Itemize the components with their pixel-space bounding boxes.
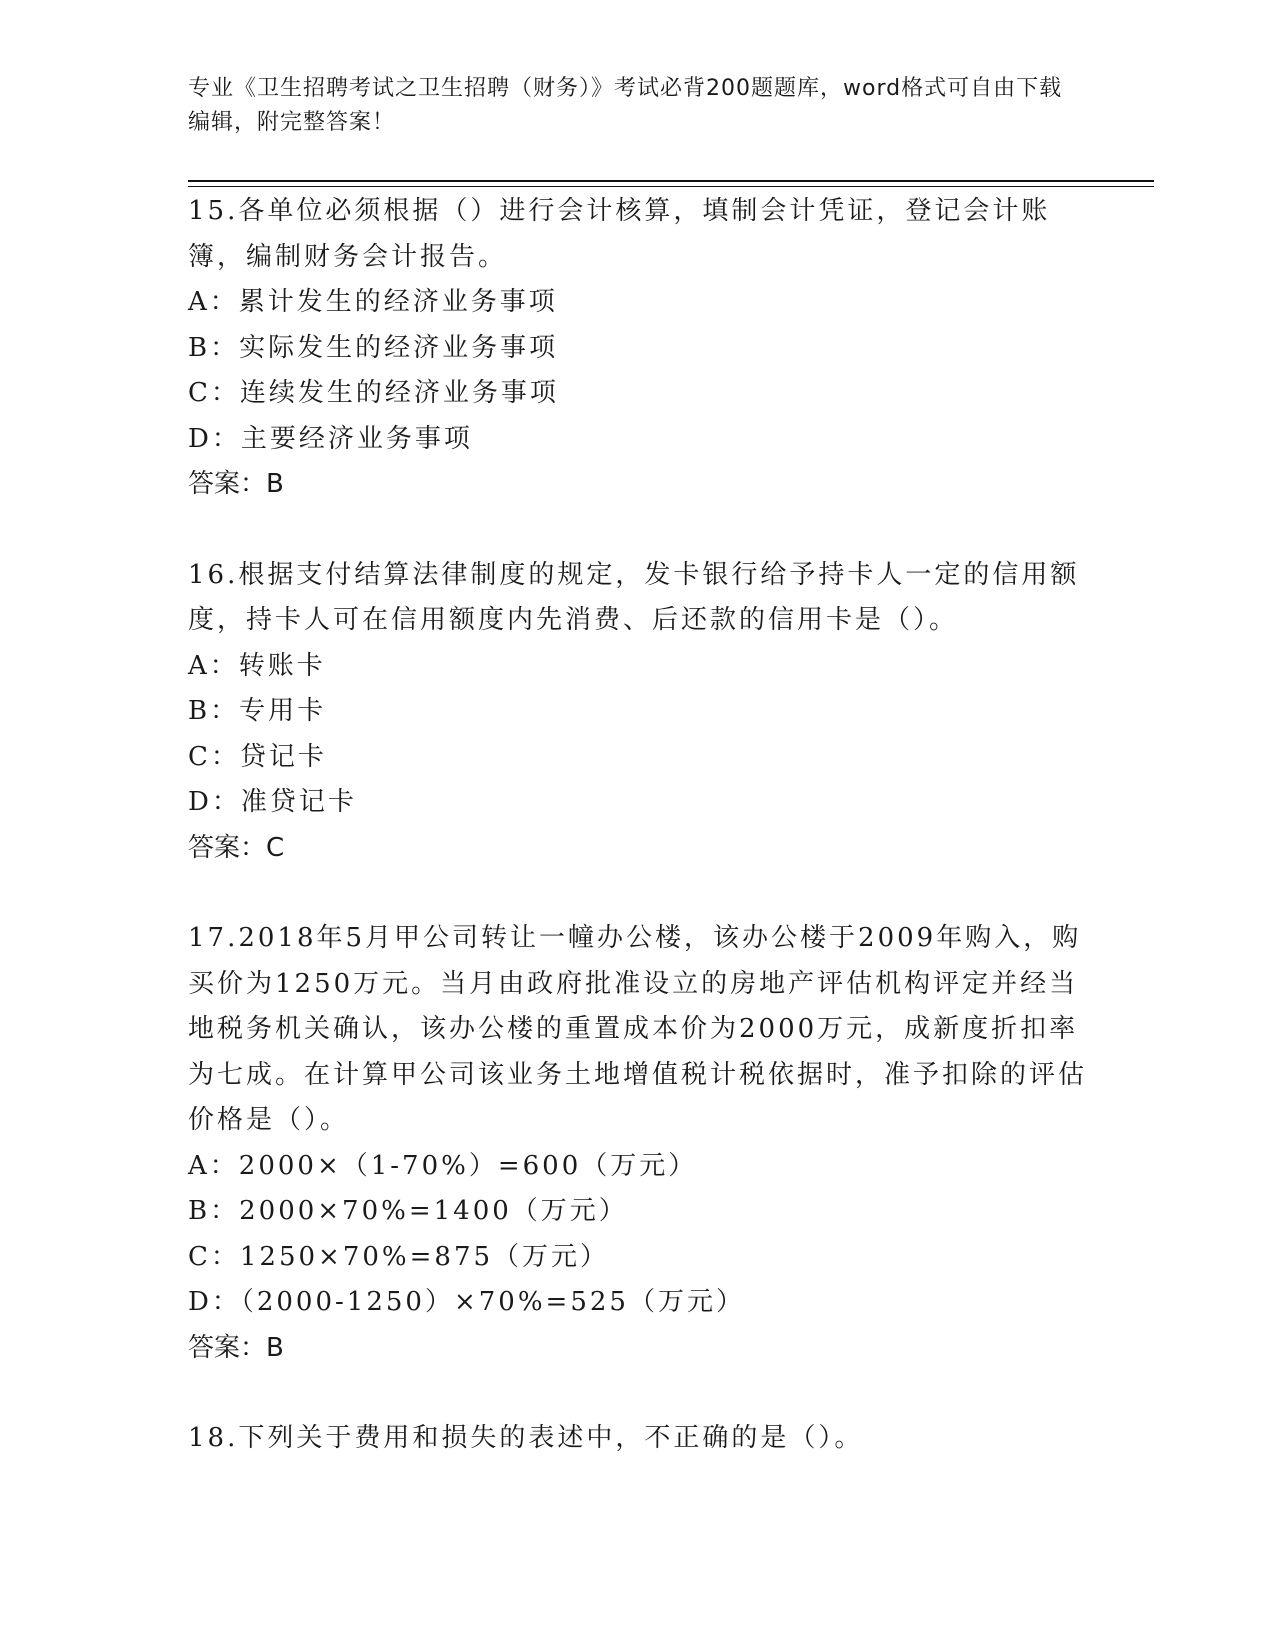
question-text: 16.根据支付结算法律制度的规定，发卡银行给予持卡人一定的信用额度，持卡人可在信用额度内先消费、后还款的信用卡是（）。	[188, 559, 1080, 635]
option-a: A：转账卡	[188, 650, 326, 681]
question-18	[188, 1416, 1088, 1462]
option-d: D：准贷记卡	[188, 787, 357, 817]
option-b: B：实际发生的经济业务事项	[188, 332, 559, 363]
option-c: C：连续发生的经济业务事项	[188, 378, 559, 408]
answer: 答案：B	[188, 469, 284, 499]
question-15	[188, 189, 1088, 508]
option-d: D：（2000-1250）×70%=525（万元）	[188, 1287, 745, 1317]
question-16	[188, 553, 1088, 872]
option-b: B：2000×70%=1400（万元）	[188, 1196, 628, 1226]
option-c: C：1250×70%=875（万元）	[188, 1241, 610, 1272]
header-rule-thin	[188, 186, 1154, 187]
option-b: B：专用卡	[188, 696, 327, 726]
header-rule	[188, 180, 1154, 182]
question-text: 18.下列关于费用和损失的表述中，不正确的是（）。	[188, 1423, 864, 1453]
answer: 答案：C	[188, 832, 285, 863]
option-d: D：主要经济业务事项	[188, 423, 473, 454]
question-text: 17.2018年5月甲公司转让一幢办公楼，该办公楼于2009年购入，购买价为1250万元。当月由政府批准设立的房地产评估机构评定并经当地税务机关确认，该办公楼的重置成本价为2000万元，成新度折扣率为七成。在计算甲公司该业务土地增值税计税依据时，准予扣除的评估价格是（）。	[188, 923, 1088, 1135]
document-header: 专业《卫生招聘考试之卫生招聘（财务）》考试必背200题题库，word格式可自由下载编辑，附完整答案！	[188, 76, 1063, 135]
option-c: C：贷记卡	[188, 741, 327, 772]
option-a: A：累计发生的经济业务事项	[188, 287, 558, 317]
question-list	[188, 189, 1088, 1507]
question-text: 15.各单位必须根据（）进行会计核算，填制会计凭证，登记会计账簿，编制财务会计报告。	[188, 196, 1051, 272]
option-a: A：2000×（1-70%）=600（万元）	[188, 1150, 698, 1181]
answer: 答案：B	[188, 1332, 284, 1363]
question-17	[188, 916, 1088, 1371]
